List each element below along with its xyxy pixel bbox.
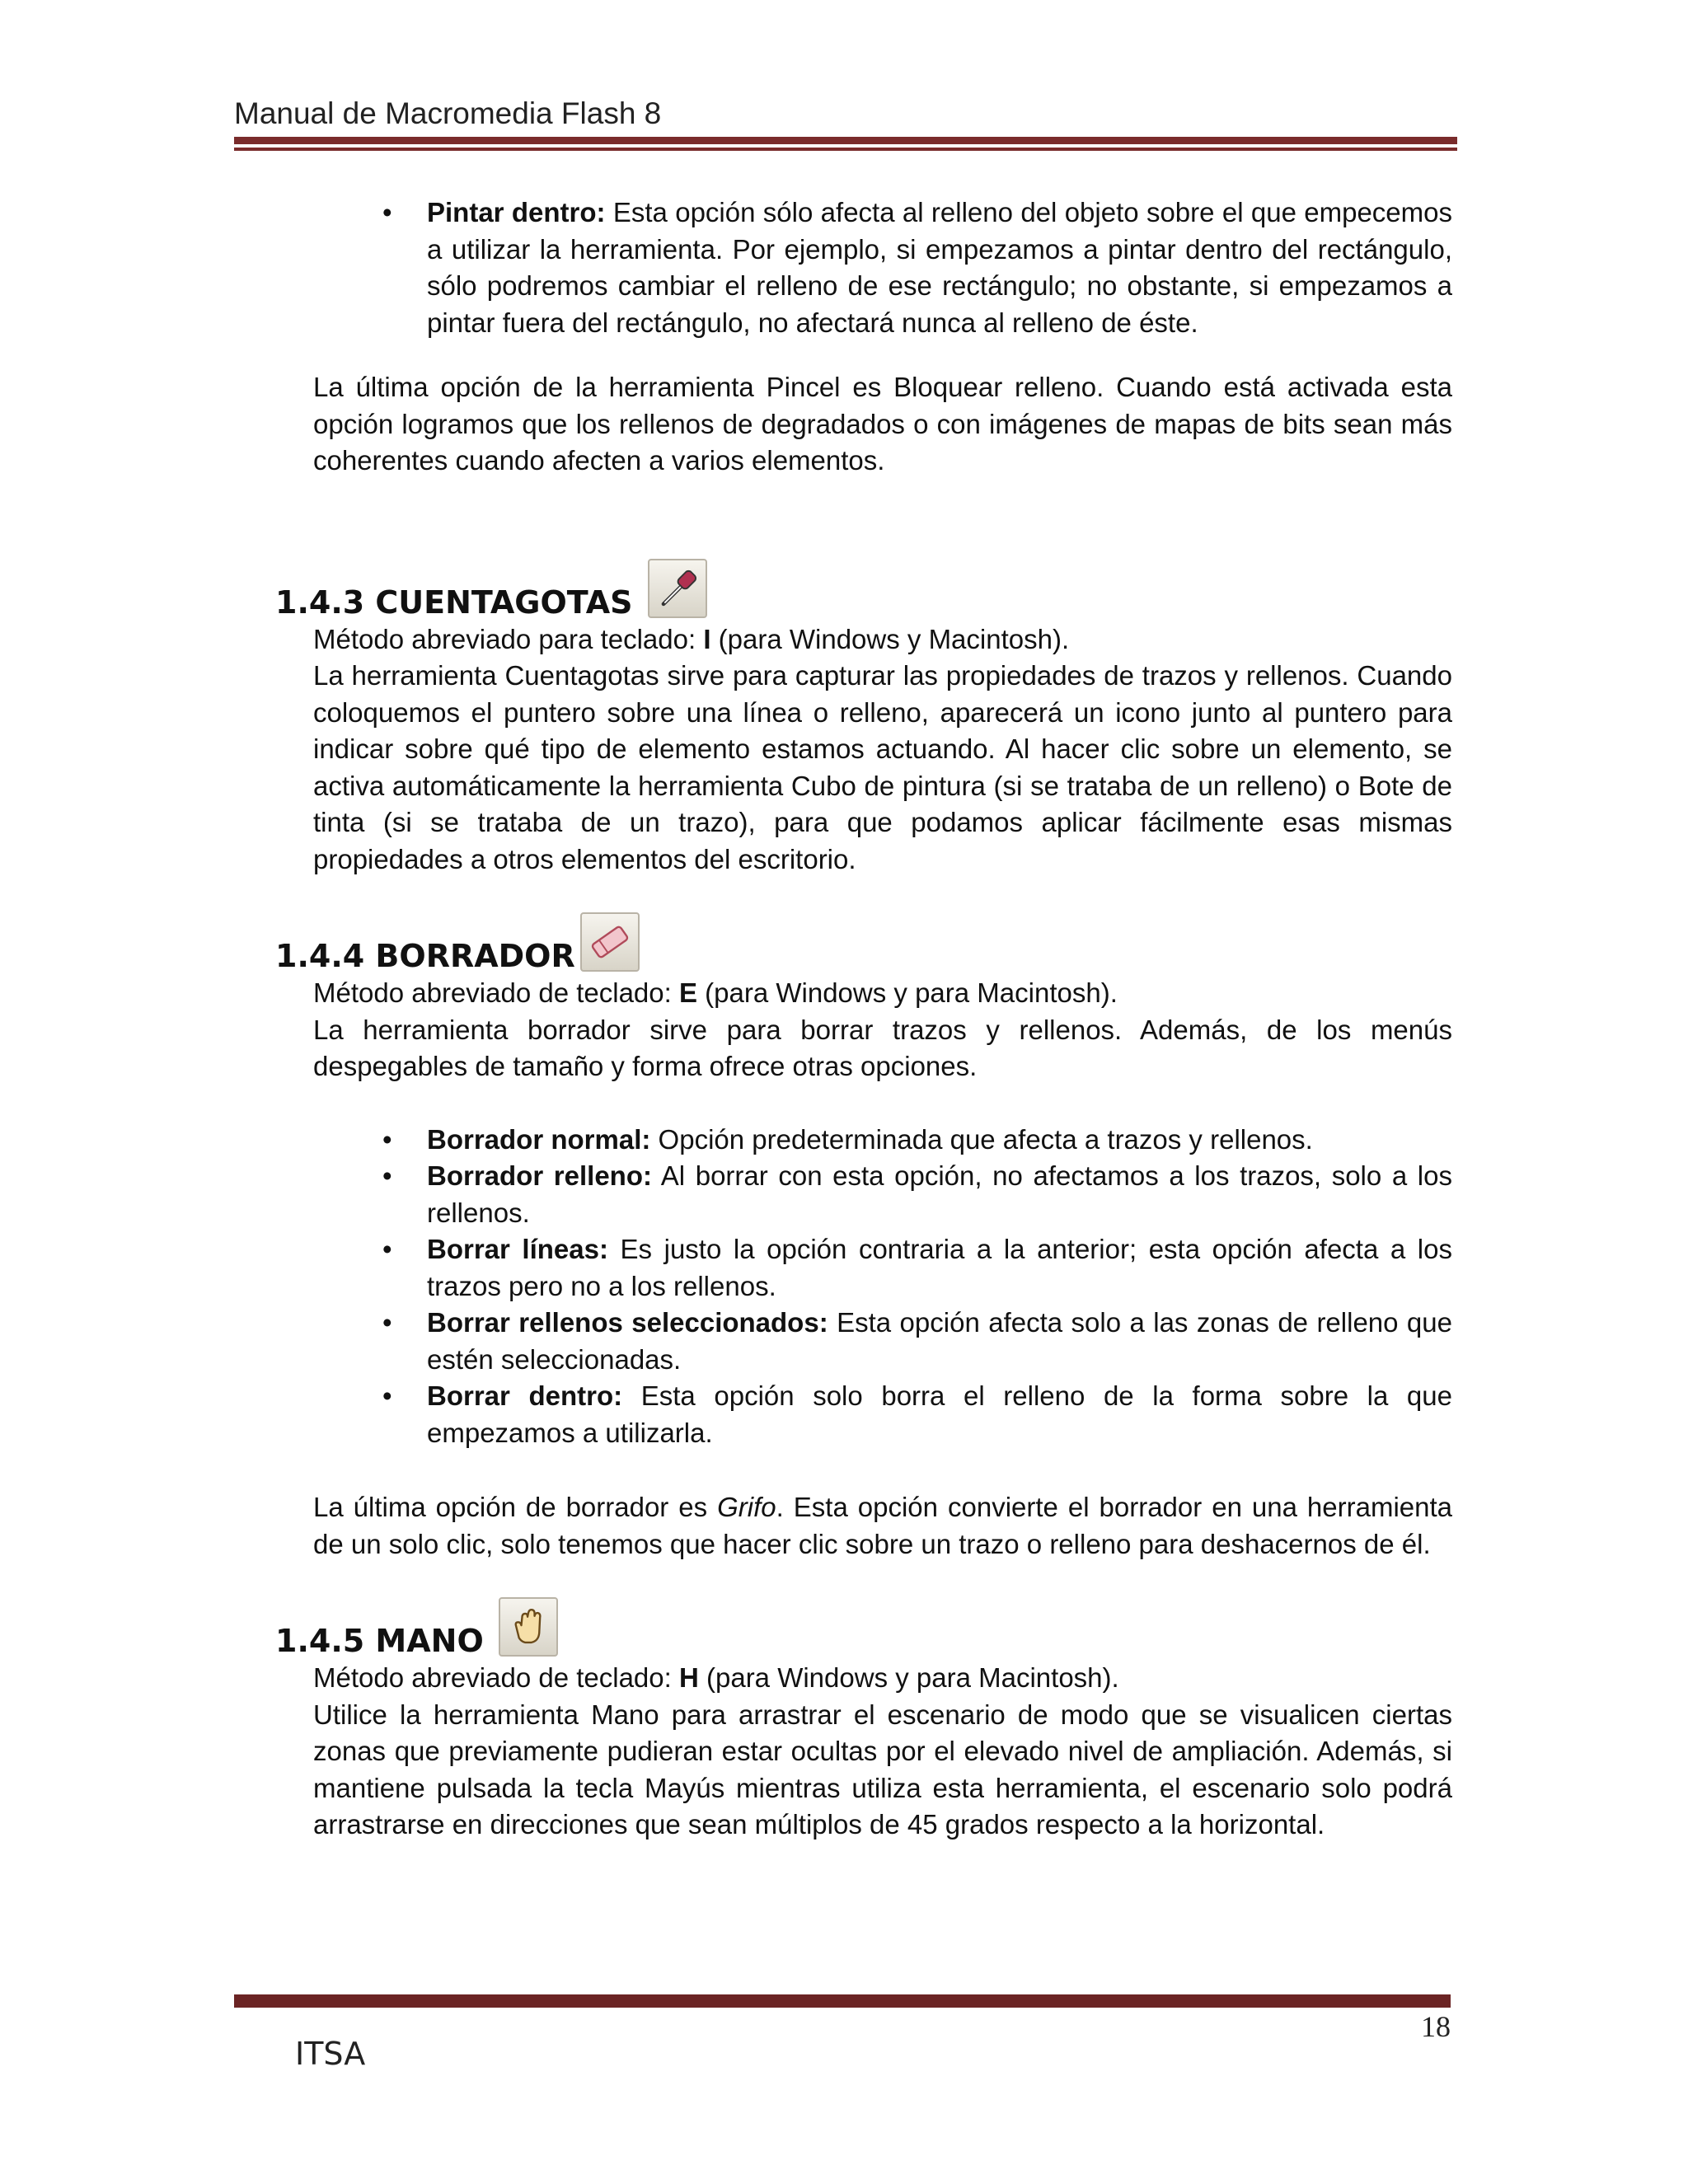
- shortcut-prefix: Método abreviado de teclado:: [313, 1662, 679, 1693]
- bullet-text: Opción predeterminada que afecta a trazos y rellenos.: [650, 1123, 1313, 1155]
- page-content: [275, 194, 1453, 1844]
- header-rule-thin: [234, 148, 1457, 151]
- shortcut-prefix: Método abreviado para teclado:: [313, 623, 704, 654]
- mano-body: Utilice la herramienta Mano para arrastrar el escenario de modo que se visualicen ciertas zonas que previamente pudieran estar ocultas por el elevado nivel de ampliación. Además, si mantiene pulsada la tecla Mayús mientras utiliza esta herramienta, el escenario solo podrá arrastrarse en direcciones que sean múltiplos de 45 grados respecto a la horizontal.: [313, 1699, 1452, 1840]
- bullet-dot: •: [382, 1234, 392, 1264]
- bullet-text: Esta opción sólo afecta al relleno del objeto sobre el que empecemos a utilizar la herramienta. Por ejemplo, si empezamos a pintar dentro del rectángulo, sólo podremos cambiar el relleno de ese rectángulo; no obstante, si empezamos a pintar fuera del rectángulo, no afectará nunca al relleno de éste.: [427, 197, 1453, 338]
- closing-prefix: La última opción de borrador es: [313, 1492, 718, 1522]
- section-heading-cuentagotas: [275, 562, 1452, 621]
- hand-icon: [499, 1597, 558, 1657]
- bullet-label: Borrador normal:: [427, 1123, 651, 1155]
- bullet-dot: •: [382, 1380, 392, 1411]
- closing-italic: Grifo: [717, 1492, 776, 1522]
- eraser-icon: [580, 912, 640, 972]
- bullet-text: Esta opción afecta solo a las zonas de relleno que estén seleccionadas.: [427, 1307, 1452, 1375]
- footer-rule: [234, 1994, 1451, 2008]
- bullet-label: Pintar dentro:: [427, 197, 606, 227]
- list-item: [382, 1231, 1452, 1305]
- list-item: [382, 194, 1452, 341]
- page-number: 18: [1421, 2010, 1451, 2043]
- section-heading-mano: [275, 1601, 1452, 1660]
- shortcut-prefix: Método abreviado de teclado:: [313, 977, 679, 1008]
- section-title: 1.4.4 BORRADOR: [275, 938, 575, 974]
- eyedropper-icon: [648, 559, 707, 618]
- shortcut-key: E: [678, 977, 697, 1008]
- section-title: 1.4.3 CUENTAGOTAS: [275, 583, 633, 621]
- intro-paragraph: La última opción de la herramienta Pincel es Bloquear relleno. Cuando está activada esta opción logramos que los rellenos de degradados o con imágenes de mapas de bits sean más coherentes cuando afecten a varios elementos.: [313, 372, 1452, 476]
- bullet-label: Borrar líneas:: [427, 1234, 608, 1264]
- shortcut-key: H: [678, 1662, 699, 1693]
- bullet-label: Borrar rellenos seleccionados:: [427, 1307, 828, 1338]
- cuentagotas-shortcut: [313, 621, 1452, 658]
- shortcut-key: I: [703, 623, 711, 654]
- list-item: [382, 1378, 1452, 1451]
- borrador-body: La herramienta borrador sirve para borrar trazos y rellenos. Además, de los menús despegables de tamaño y forma ofrece otras opciones.: [313, 1014, 1452, 1081]
- bullet-text: Esta opción solo borra el relleno de la forma sobre la que empezamos a utilizarla.: [427, 1380, 1452, 1448]
- bullet-text: Al borrar con esta opción, no afectamos a los trazos, solo a los rellenos.: [427, 1160, 1452, 1228]
- borrador-bullet-list: [382, 1122, 1452, 1452]
- intro-bullet-list: [382, 194, 1452, 341]
- list-item: [382, 1158, 1452, 1231]
- bullet-text: Es justo la opción contraria a la anterior; esta opción afecta a los trazos pero no a los rellenos.: [427, 1234, 1452, 1301]
- shortcut-suffix: (para Windows y Macintosh).: [710, 623, 1070, 654]
- bullet-dot: •: [382, 197, 392, 227]
- section-heading-borrador: [275, 916, 1452, 975]
- closing-suffix: . Esta opción convierte el borrador en una herramienta de un solo clic, solo tenemos que hacer clic sobre un trazo o relleno para deshacernos de él.: [313, 1492, 1453, 1559]
- borrador-closing: [313, 1489, 1452, 1563]
- page-header-title: Manual de Macromedia Flash 8: [234, 96, 662, 130]
- borrador-shortcut: [313, 975, 1452, 1012]
- bullet-label: Borrador relleno:: [427, 1160, 652, 1191]
- list-item: [382, 1122, 1452, 1159]
- footer-label: ITSA: [295, 2036, 366, 2072]
- bullet-dot: •: [382, 1307, 392, 1338]
- bullet-label: Borrar dentro:: [427, 1380, 623, 1411]
- section-title: 1.4.5 MANO: [275, 1623, 484, 1659]
- bullet-dot: •: [382, 1123, 392, 1155]
- shortcut-suffix: (para Windows y para Macintosh).: [698, 1662, 1119, 1693]
- cuentagotas-body: La herramienta Cuentagotas sirve para capturar las propiedades de trazos y rellenos. Cuando coloquemos el puntero sobre una línea o relleno, aparecerá un icono junto al puntero para indicar sobre qué tipo de elemento estamos actuando. Al hacer clic sobre un elemento, se activa automáticamente la herramienta Cubo de pintura (si se trataba de un relleno) o Bote de tinta (si se trataba de un trazo), para que podamos aplicar fácilmente esas mismas propiedades a otros elementos del escritorio.: [313, 660, 1452, 874]
- header-rule-thick: [234, 137, 1457, 144]
- mano-shortcut: [313, 1660, 1452, 1697]
- bullet-dot: •: [382, 1160, 392, 1191]
- shortcut-suffix: (para Windows y para Macintosh).: [697, 977, 1118, 1008]
- list-item: [382, 1305, 1452, 1378]
